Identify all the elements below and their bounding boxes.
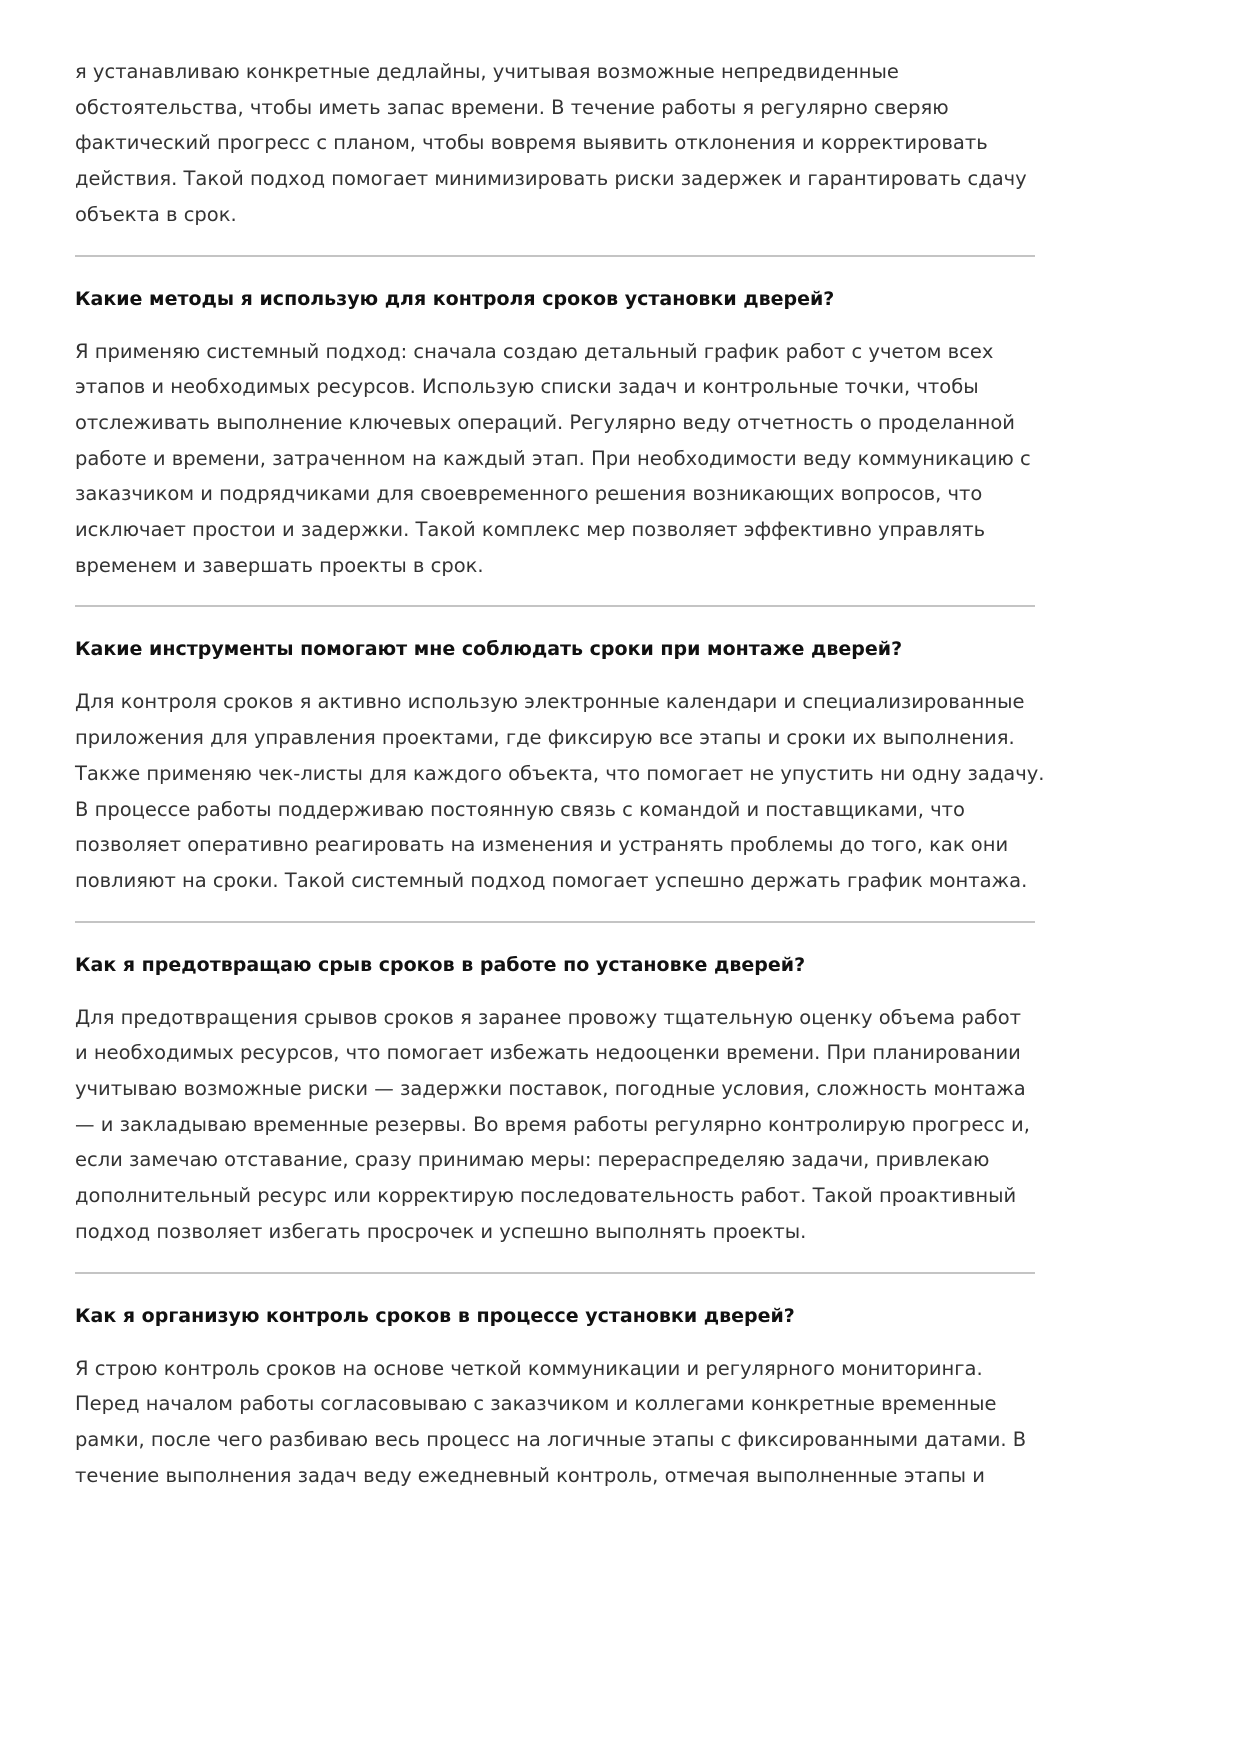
paragraph-line: рамки, после чего разбиваю весь процесс на логичные этапы с фиксированными датами. В [75, 1427, 1027, 1451]
paragraph-line: Для контроля сроков я активно использую электронные календари и специализированные [75, 690, 1025, 714]
paragraph-line: я устанавливаю конкретные дедлайны, учитывая возможные непредвиденные [75, 60, 899, 83]
paragraph-line: подход позволяет избегать просрочек и успешно выполнять проекты. [75, 1219, 807, 1243]
faq-question: Какие методы я использую для контроля сроков установки дверей? [75, 287, 835, 310]
paragraph-line: этапов и необходимых ресурсов. Использую списки задач и контрольные точки, чтобы [75, 375, 979, 399]
faq-question: Какие инструменты помогают мне соблюдать сроки при монтаже дверей? [75, 638, 903, 661]
paragraph-line: приложения для управления проектами, где фиксирую все этапы и сроки их выполнения. [75, 726, 1015, 750]
faq-question: Как я предотвращаю срыв сроков в работе по установке дверей? [75, 953, 806, 976]
divider [75, 1272, 1035, 1274]
paragraph-line: Также применяю чек-листы для каждого объекта, что помогает не упустить ни одну задачу. [75, 761, 1045, 785]
paragraph-line: течение выполнения задач веду ежедневный контроль, отмечая выполненные этапы и [75, 1463, 985, 1487]
faq-answer [75, 684, 1045, 898]
paragraph-line: объекта в срок. [75, 202, 237, 226]
faq-section [75, 1272, 1035, 1494]
faq-section [75, 255, 1035, 584]
paragraph-line: фактический прогресс с планом, чтобы вовремя выявить отклонения и корректировать [75, 131, 988, 155]
paragraph-line: В процессе работы поддерживаю постоянную связь с командой и поставщиками, что [75, 797, 965, 821]
faq-section [75, 605, 1045, 898]
paragraph-line: действия. Такой подход помогает минимизировать риски задержек и гарантировать сдачу [75, 167, 1027, 191]
paragraph-line: обстоятельства, чтобы иметь запас времени. В течение работы я регулярно сверяю [75, 95, 949, 119]
divider [75, 921, 1035, 923]
faq-answer [75, 1351, 1035, 1494]
faq-section [75, 921, 1035, 1250]
intro-paragraph [75, 54, 1035, 233]
paragraph-line: исключает простои и задержки. Такой комплекс мер позволяет эффективно управлять [75, 518, 986, 542]
paragraph-line: дополнительный ресурс или корректирую последовательность работ. Такой проактивный [75, 1184, 1017, 1208]
paragraph-line: если замечаю отставание, сразу принимаю меры: перераспределяю задачи, привлекаю [75, 1148, 990, 1172]
paragraph-line: Я применяю системный подход: сначала создаю детальный график работ с учетом всех [75, 339, 994, 363]
faq-answer [75, 1000, 1035, 1250]
document [75, 54, 1045, 1493]
faq-question: Как я организую контроль сроков в процессе установки дверей? [75, 1304, 795, 1327]
faq-answer [75, 334, 1035, 584]
divider [75, 605, 1035, 607]
paragraph-line: Я строю контроль сроков на основе четкой коммуникации и регулярного мониторинга. [75, 1356, 983, 1380]
paragraph-line: Перед началом работы согласовываю с заказчиком и коллегами конкретные временные [75, 1392, 997, 1416]
paragraph-line: заказчиком и подрядчиками для своевременного решения возникающих вопросов, что [75, 482, 983, 506]
paragraph-line: работе и времени, затраченном на каждый этап. При необходимости веду коммуникацию с [75, 446, 1031, 470]
paragraph-line: отслеживать выполнение ключевых операций. Регулярно веду отчетность о проделанной [75, 410, 1015, 434]
paragraph-line: временем и завершать проекты в срок. [75, 553, 484, 577]
paragraph-line: и необходимых ресурсов, что помогает избежать недооценки времени. При планировании [75, 1041, 1021, 1065]
paragraph-line: позволяет оперативно реагировать на изменения и устранять проблемы до того, как они [75, 833, 1009, 857]
divider [75, 255, 1035, 257]
paragraph-line: Для предотвращения срывов сроков я заранее провожу тщательную оценку объема работ [75, 1005, 1021, 1029]
paragraph-line: учитываю возможные риски — задержки поставок, погодные условия, сложность монтажа [75, 1077, 1026, 1101]
paragraph-line: — и закладываю временные резервы. Во время работы регулярно контролирую прогресс и, [75, 1112, 1030, 1136]
paragraph-line: повлияют на сроки. Такой системный подход помогает успешно держать график монтажа. [75, 868, 1028, 892]
